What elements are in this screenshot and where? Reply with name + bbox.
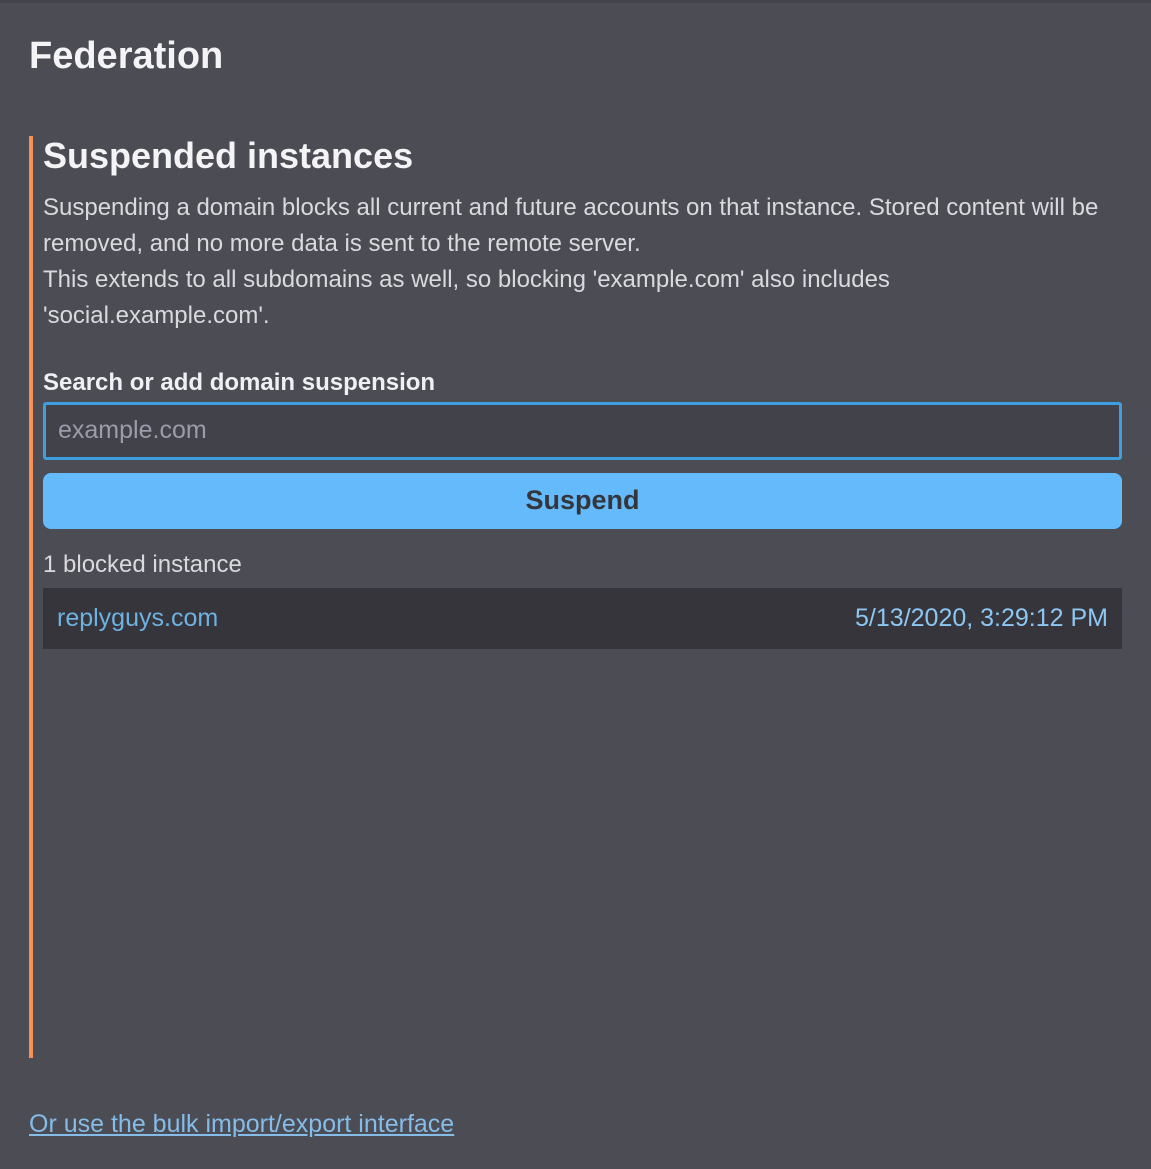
description-paragraph-1: Suspending a domain blocks all current and future accounts on that instance. Stored content will be removed, and no more data is sent to the remote server. (43, 193, 1099, 257)
domain-search-label: Search or add domain suspension (43, 368, 436, 396)
page-title: Federation (29, 35, 224, 77)
bulk-import-export-link[interactable]: Or use the bulk import/export interface (29, 1109, 455, 1138)
section-title: Suspended instances (43, 134, 414, 176)
domain-search-input[interactable] (43, 402, 1122, 460)
suspend-button[interactable]: Suspend (43, 473, 1122, 529)
section-description (43, 190, 1105, 334)
description-paragraph-2: This extends to all subdomains as well, so blocking 'example.com' also includes 'social.example.com'. (43, 265, 890, 329)
blocked-instance-timestamp: 5/13/2020, 3:29:12 PM (855, 603, 1108, 632)
blocked-instance-count: 1 blocked instance (43, 550, 242, 578)
blocked-instance-row (43, 588, 1122, 649)
suspended-instances-section (29, 136, 1122, 1058)
federation-page (0, 3, 1151, 1139)
blocked-instance-domain-link[interactable]: replyguys.com (57, 603, 219, 632)
